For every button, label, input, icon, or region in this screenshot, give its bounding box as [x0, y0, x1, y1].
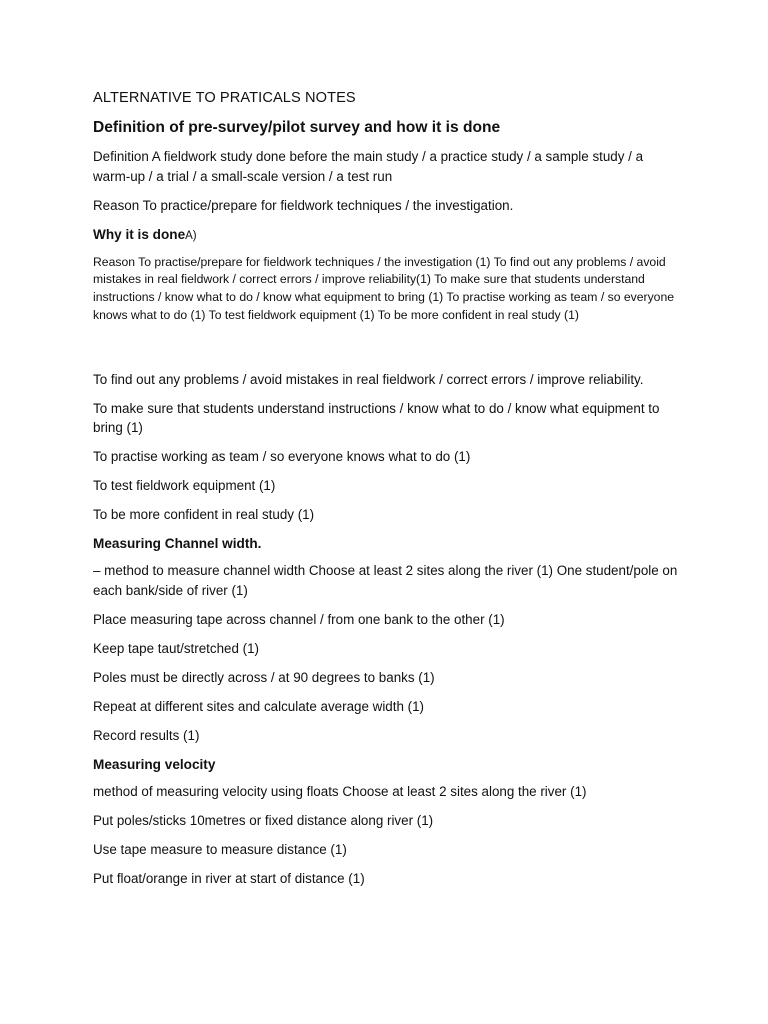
channel-item: Poles must be directly across / at 90 degrees to banks (1) [93, 669, 435, 685]
velocity-item: method of measuring velocity using floats Choose at least 2 sites along the river (1) [93, 783, 587, 799]
reason-long-paragraph: Reason To practise/prepare for fieldwork techniques / the investigation (1) To find out any problems / avoid mistakes in real fieldwork / correct errors / improve reliability(1) To make sure that students understand instructions / know what to do / know what equipment to bring (1) To practise working as team / so everyone knows what to do (1) To test fieldwork equipment (1) To be more confident in real study (1) [93, 254, 674, 322]
why-heading-text: Why it is done [93, 226, 186, 242]
point-paragraph: To be more confident in real study (1) [93, 507, 315, 523]
velocity-item: Use tape measure to measure distance (1) [93, 841, 347, 857]
heading-why-it-is-done [93, 225, 683, 246]
velocity-item: Put poles/sticks 10metres or fixed distance along river (1) [93, 812, 434, 828]
blank-space [93, 333, 683, 370]
point-paragraph: To make sure that students understand instructions / know what to do / know what equipment to bring (1) [93, 400, 660, 436]
channel-item: Repeat at different sites and calculate average width (1) [93, 698, 424, 714]
why-heading-suffix: A) [185, 229, 197, 242]
document-body [93, 88, 683, 898]
channel-item: Place measuring tape across channel / from one bank to the other (1) [93, 611, 505, 627]
heading-channel-width: Measuring Channel width. [93, 536, 262, 552]
reason-paragraph: Reason To practice/prepare for fieldwork techniques / the investigation. [93, 197, 514, 213]
definition-paragraph: Definition A fieldwork study done before the main study / a practice study / a sample study / a warm-up / a trial / a small-scale version / a test run [93, 149, 644, 184]
velocity-item: Put float/orange in river at start of distance (1) [93, 870, 365, 886]
document-title: ALTERNATIVE TO PRATICALS NOTES [93, 90, 356, 106]
channel-item: Record results (1) [93, 727, 200, 743]
heading-pilot-survey: Definition of pre-survey/pilot survey and how it is done [93, 119, 501, 136]
heading-velocity: Measuring velocity [93, 756, 216, 772]
channel-item: – method to measure channel width Choose at least 2 sites along the river (1) One student/pole on each bank/side of river (1) [93, 563, 678, 598]
point-paragraph: To find out any problems / avoid mistakes in real fieldwork / correct errors / improve reliability. [93, 371, 644, 387]
point-paragraph: To test fieldwork equipment (1) [93, 478, 276, 494]
point-paragraph: To practise working as team / so everyone knows what to do (1) [93, 449, 471, 465]
channel-item: Keep tape taut/stretched (1) [93, 640, 259, 656]
